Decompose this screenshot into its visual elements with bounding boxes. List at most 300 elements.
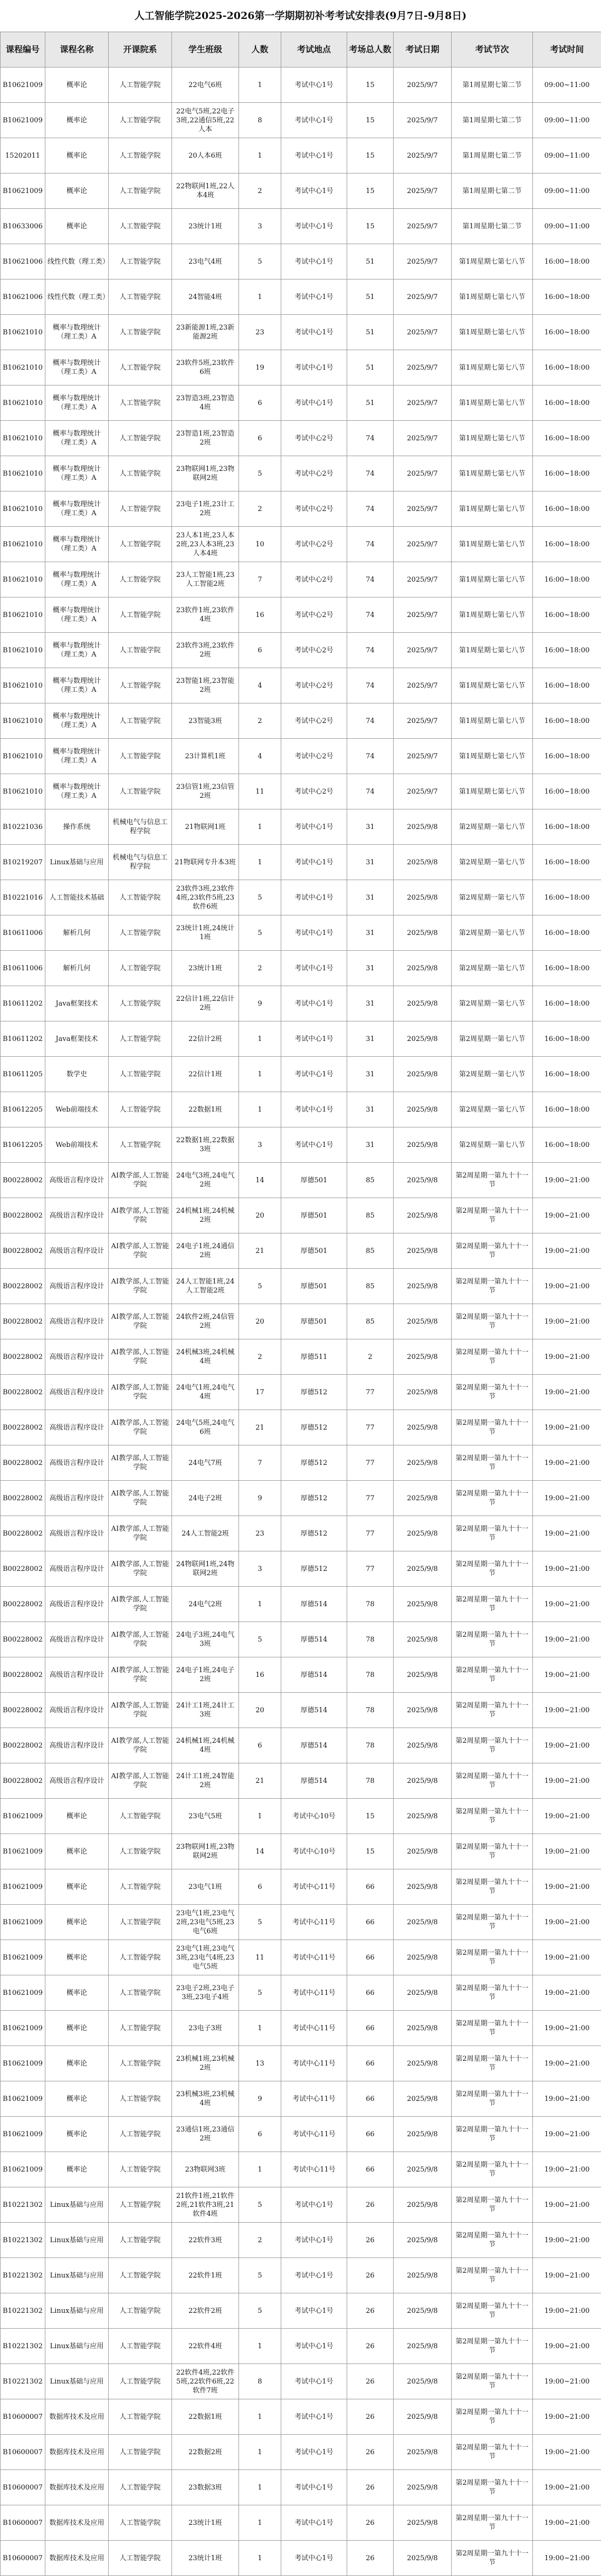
cell-department: 人工智能学院	[109, 739, 172, 774]
cell-room-total: 74	[347, 527, 394, 562]
cell-room-total: 66	[347, 2117, 394, 2152]
cell-room-total: 74	[347, 562, 394, 597]
cell-student-class: 21软件1班,21软件2班,21软件3班,21软件4班	[172, 2187, 239, 2223]
cell-course-name: 概率论	[45, 138, 109, 173]
cell-count: 13	[239, 2046, 281, 2081]
cell-count: 2	[239, 951, 281, 986]
cell-course-name: 高级语言程序设计	[45, 1516, 109, 1551]
cell-exam-time: 19:00~21:00	[533, 2117, 601, 2152]
cell-count: 4	[239, 739, 281, 774]
cell-department: AI教学部,人工智能学院	[109, 1587, 172, 1622]
cell-student-class: 24人工智能1班,24人工智能2班	[172, 1269, 239, 1304]
cell-location: 厚德501	[281, 1233, 347, 1269]
cell-course-code: B10621009	[1, 1975, 45, 2011]
cell-exam-time: 16:00~18:00	[533, 703, 601, 739]
cell-department: 人工智能学院	[109, 2329, 172, 2364]
cell-course-name: Web前端技术	[45, 1092, 109, 1127]
cell-course-name: 高级语言程序设计	[45, 1198, 109, 1233]
cell-count: 4	[239, 668, 281, 703]
cell-course-code: B10219207	[1, 845, 45, 880]
cell-location: 考试中心1号	[281, 2505, 347, 2541]
cell-course-code: 15202011	[1, 138, 45, 173]
cell-exam-date: 2025/9/8	[394, 1304, 452, 1339]
cell-exam-session: 第2周星期一第九十十一节	[452, 2470, 533, 2505]
col-header-exam-date: 考试日期	[394, 32, 452, 67]
cell-count: 1	[239, 809, 281, 845]
cell-student-class: 24电气5班,24电气6班	[172, 1410, 239, 1445]
table-row	[1, 2329, 601, 2364]
cell-exam-time: 19:00~21:00	[533, 1799, 601, 1834]
cell-count: 8	[239, 2364, 281, 2399]
cell-room-total: 66	[347, 1905, 394, 1940]
cell-student-class: 24物联网1班,24物联网2班	[172, 1551, 239, 1587]
table-row	[1, 1905, 601, 1940]
cell-room-total: 85	[347, 1163, 394, 1198]
cell-room-total: 66	[347, 1869, 394, 1905]
cell-course-code: B10621010	[1, 739, 45, 774]
cell-exam-time: 16:00~18:00	[533, 244, 601, 279]
cell-exam-session: 第1周星期七第七八节	[452, 350, 533, 385]
cell-course-code: B10621009	[1, 103, 45, 138]
table-row	[1, 1622, 601, 1657]
cell-location: 考试中心11号	[281, 2117, 347, 2152]
cell-department: 人工智能学院	[109, 527, 172, 562]
cell-department: 人工智能学院	[109, 1834, 172, 1869]
cell-exam-date: 2025/9/7	[394, 103, 452, 138]
cell-location: 考试中心11号	[281, 1905, 347, 1940]
cell-exam-date: 2025/9/8	[394, 1834, 452, 1869]
cell-exam-time: 16:00~18:00	[533, 279, 601, 315]
cell-exam-time: 19:00~21:00	[533, 1269, 601, 1304]
cell-student-class: 22软件4班	[172, 2329, 239, 2364]
cell-course-code: B10612205	[1, 1127, 45, 1163]
cell-course-name: Java框架技术	[45, 1021, 109, 1057]
cell-student-class: 24电气1班,24电气4班	[172, 1375, 239, 1410]
cell-department: 人工智能学院	[109, 2046, 172, 2081]
cell-room-total: 51	[347, 279, 394, 315]
cell-room-total: 66	[347, 1940, 394, 1975]
cell-course-code: B10221302	[1, 2293, 45, 2329]
cell-department: AI教学部,人工智能学院	[109, 1657, 172, 1693]
cell-course-code: B10621010	[1, 597, 45, 633]
cell-location: 考试中心2号	[281, 703, 347, 739]
cell-room-total: 85	[347, 1269, 394, 1304]
cell-location: 考试中心1号	[281, 2364, 347, 2399]
cell-student-class: 22数据2班	[172, 2435, 239, 2470]
table-row	[1, 2293, 601, 2329]
cell-location: 考试中心1号	[281, 279, 347, 315]
cell-department: 人工智能学院	[109, 2541, 172, 2576]
cell-count: 1	[239, 2435, 281, 2470]
cell-room-total: 74	[347, 421, 394, 456]
cell-location: 厚德514	[281, 1657, 347, 1693]
cell-location: 考试中心2号	[281, 456, 347, 491]
table-row	[1, 1198, 601, 1233]
table-row	[1, 915, 601, 951]
cell-count: 1	[239, 1799, 281, 1834]
cell-course-code: B10621009	[1, 2011, 45, 2046]
cell-location: 考试中心2号	[281, 633, 347, 668]
cell-room-total: 26	[347, 2435, 394, 2470]
cell-room-total: 78	[347, 1622, 394, 1657]
cell-exam-session: 第1周星期七第七八节	[452, 668, 533, 703]
cell-course-name: 概率论	[45, 2011, 109, 2046]
cell-room-total: 26	[347, 2399, 394, 2435]
cell-exam-session: 第2周星期一第九十十一节	[452, 2011, 533, 2046]
cell-exam-date: 2025/9/7	[394, 456, 452, 491]
table-row	[1, 1728, 601, 1763]
cell-student-class: 22软件1班	[172, 2258, 239, 2293]
cell-exam-time: 16:00~18:00	[533, 385, 601, 421]
cell-count: 11	[239, 774, 281, 809]
table-row	[1, 1445, 601, 1481]
cell-exam-time: 19:00~21:00	[533, 1834, 601, 1869]
cell-department: 人工智能学院	[109, 633, 172, 668]
cell-course-name: 解析几何	[45, 915, 109, 951]
cell-exam-session: 第2周星期一第九十十一节	[452, 1233, 533, 1269]
cell-course-code: B10621009	[1, 1869, 45, 1905]
table-row	[1, 1693, 601, 1728]
cell-exam-date: 2025/9/7	[394, 67, 452, 103]
col-header-room-total: 考场总人数	[347, 32, 394, 67]
cell-department: 人工智能学院	[109, 138, 172, 173]
cell-exam-date: 2025/9/7	[394, 315, 452, 350]
cell-course-name: 高级语言程序设计	[45, 1339, 109, 1375]
cell-student-class: 22数据1班	[172, 2399, 239, 2435]
cell-exam-session: 第1周星期七第二节	[452, 173, 533, 209]
cell-room-total: 74	[347, 633, 394, 668]
cell-location: 考试中心1号	[281, 385, 347, 421]
cell-course-code: B00228002	[1, 1375, 45, 1410]
cell-room-total: 51	[347, 315, 394, 350]
cell-exam-session: 第2周星期一第九十十一节	[452, 2364, 533, 2399]
cell-student-class: 24电子1班,24通信2班	[172, 1233, 239, 1269]
cell-course-code: B10621010	[1, 315, 45, 350]
cell-student-class: 24电气2班	[172, 1587, 239, 1622]
cell-count: 1	[239, 845, 281, 880]
cell-location: 考试中心1号	[281, 103, 347, 138]
cell-exam-date: 2025/9/7	[394, 209, 452, 244]
cell-department: 人工智能学院	[109, 385, 172, 421]
cell-count: 6	[239, 1869, 281, 1905]
cell-department: 人工智能学院	[109, 67, 172, 103]
cell-course-code: B10621010	[1, 633, 45, 668]
cell-course-code: B10621009	[1, 67, 45, 103]
cell-course-name: 概率论	[45, 2046, 109, 2081]
cell-exam-date: 2025/9/8	[394, 1693, 452, 1728]
cell-exam-time: 16:00~18:00	[533, 668, 601, 703]
cell-location: 厚德501	[281, 1269, 347, 1304]
cell-exam-session: 第1周星期七第七八节	[452, 491, 533, 527]
cell-count: 5	[239, 1269, 281, 1304]
cell-course-code: B10621006	[1, 279, 45, 315]
cell-location: 考试中心1号	[281, 2470, 347, 2505]
cell-course-code: B10221302	[1, 2329, 45, 2364]
cell-location: 厚德501	[281, 1163, 347, 1198]
cell-student-class: 24智能4班	[172, 279, 239, 315]
cell-location: 考试中心1号	[281, 951, 347, 986]
cell-count: 21	[239, 1410, 281, 1445]
cell-count: 1	[239, 2152, 281, 2187]
cell-location: 考试中心10号	[281, 1799, 347, 1834]
cell-course-code: B10611205	[1, 1057, 45, 1092]
cell-student-class: 22电气5班,22电子3班,22通信5班,22人本	[172, 103, 239, 138]
cell-course-name: 概率与数理统计（理工类）A	[45, 315, 109, 350]
col-header-department: 开课院系	[109, 32, 172, 67]
col-header-student-class: 学生班级	[172, 32, 239, 67]
cell-location: 考试中心1号	[281, 244, 347, 279]
cell-exam-date: 2025/9/8	[394, 1869, 452, 1905]
cell-exam-time: 19:00~21:00	[533, 1198, 601, 1233]
table-row	[1, 1587, 601, 1622]
cell-location: 考试中心1号	[281, 2293, 347, 2329]
cell-department: 人工智能学院	[109, 103, 172, 138]
cell-location: 考试中心1号	[281, 915, 347, 951]
cell-exam-time: 16:00~18:00	[533, 597, 601, 633]
cell-student-class: 22数据1班	[172, 1092, 239, 1127]
cell-department: 人工智能学院	[109, 244, 172, 279]
cell-room-total: 15	[347, 1834, 394, 1869]
cell-exam-time: 19:00~21:00	[533, 2223, 601, 2258]
cell-course-name: 人工智能技术基础	[45, 880, 109, 915]
cell-course-name: 概率论	[45, 1799, 109, 1834]
cell-count: 7	[239, 1445, 281, 1481]
cell-location: 厚德514	[281, 1763, 347, 1799]
table-row	[1, 845, 601, 880]
cell-department: AI教学部,人工智能学院	[109, 1728, 172, 1763]
cell-department: 人工智能学院	[109, 2187, 172, 2223]
cell-room-total: 26	[347, 2293, 394, 2329]
cell-student-class: 23新能源1班,23新能源2班	[172, 315, 239, 350]
cell-course-code: B10621010	[1, 385, 45, 421]
cell-student-class: 23统计1班	[172, 209, 239, 244]
cell-room-total: 85	[347, 1304, 394, 1339]
table-row	[1, 2470, 601, 2505]
cell-location: 考试中心1号	[281, 2541, 347, 2576]
cell-exam-time: 19:00~21:00	[533, 1410, 601, 1445]
cell-student-class: 22软件2班	[172, 2293, 239, 2329]
cell-count: 6	[239, 2117, 281, 2152]
col-header-count: 人数	[239, 32, 281, 67]
cell-exam-time: 09:00~11:00	[533, 209, 601, 244]
table-row	[1, 809, 601, 845]
cell-exam-session: 第2周星期一第九十十一节	[452, 2152, 533, 2187]
cell-exam-session: 第1周星期七第七八节	[452, 421, 533, 456]
cell-course-code: B00228002	[1, 1622, 45, 1657]
cell-student-class: 24电子3班,24电气3班	[172, 1622, 239, 1657]
cell-location: 考试中心1号	[281, 845, 347, 880]
cell-room-total: 77	[347, 1375, 394, 1410]
cell-room-total: 31	[347, 880, 394, 915]
cell-room-total: 31	[347, 1057, 394, 1092]
cell-exam-date: 2025/9/8	[394, 1657, 452, 1693]
cell-course-name: 概率与数理统计（理工类）A	[45, 527, 109, 562]
cell-course-name: Java框架技术	[45, 986, 109, 1021]
cell-location: 厚德512	[281, 1410, 347, 1445]
cell-exam-session: 第2周星期一第九十十一节	[452, 1445, 533, 1481]
cell-location: 考试中心11号	[281, 1869, 347, 1905]
cell-exam-session: 第2周星期一第九十十一节	[452, 1905, 533, 1940]
cell-exam-date: 2025/9/7	[394, 138, 452, 173]
cell-department: 人工智能学院	[109, 456, 172, 491]
cell-exam-session: 第2周星期一第九十十一节	[452, 1940, 533, 1975]
cell-course-name: 概率与数理统计（理工类）A	[45, 703, 109, 739]
cell-exam-time: 16:00~18:00	[533, 1092, 601, 1127]
cell-exam-session: 第2周星期一第九十十一节	[452, 1622, 533, 1657]
cell-room-total: 31	[347, 915, 394, 951]
cell-course-name: 概率论	[45, 1869, 109, 1905]
cell-course-code: B10621006	[1, 244, 45, 279]
cell-student-class: 24电子1班,24电子2班	[172, 1657, 239, 1693]
table-row	[1, 315, 601, 350]
table-row	[1, 209, 601, 244]
cell-room-total: 31	[347, 845, 394, 880]
cell-location: 厚德512	[281, 1551, 347, 1587]
cell-exam-time: 19:00~21:00	[533, 2011, 601, 2046]
cell-location: 考试中心2号	[281, 668, 347, 703]
cell-department: AI教学部,人工智能学院	[109, 1763, 172, 1799]
cell-course-code: B10621010	[1, 421, 45, 456]
cell-room-total: 26	[347, 2258, 394, 2293]
table-row	[1, 67, 601, 103]
cell-course-name: 概率论	[45, 1834, 109, 1869]
table-row	[1, 1233, 601, 1269]
cell-course-name: Web前端技术	[45, 1127, 109, 1163]
cell-department: 人工智能学院	[109, 2364, 172, 2399]
cell-location: 考试中心1号	[281, 2329, 347, 2364]
cell-location: 考试中心2号	[281, 527, 347, 562]
cell-room-total: 26	[347, 2541, 394, 2576]
cell-count: 2	[239, 703, 281, 739]
cell-student-class: 23机械3班,23机械4班	[172, 2081, 239, 2117]
cell-exam-session: 第2周星期一第九十十一节	[452, 2505, 533, 2541]
cell-course-code: B10221016	[1, 880, 45, 915]
cell-exam-date: 2025/9/8	[394, 1516, 452, 1551]
cell-location: 厚德501	[281, 1198, 347, 1233]
cell-count: 1	[239, 1057, 281, 1092]
cell-location: 考试中心11号	[281, 1940, 347, 1975]
table-row	[1, 668, 601, 703]
cell-count: 1	[239, 2541, 281, 2576]
cell-exam-session: 第2周星期一第七八节	[452, 1127, 533, 1163]
cell-course-code: B00228002	[1, 1339, 45, 1375]
cell-exam-time: 19:00~21:00	[533, 1905, 601, 1940]
cell-exam-session: 第1周星期七第七八节	[452, 597, 533, 633]
cell-exam-time: 16:00~18:00	[533, 456, 601, 491]
cell-student-class: 24电子2班	[172, 1481, 239, 1516]
cell-course-code: B10600007	[1, 2399, 45, 2435]
cell-exam-time: 19:00~21:00	[533, 1975, 601, 2011]
table-row	[1, 385, 601, 421]
cell-count: 1	[239, 2505, 281, 2541]
cell-count: 1	[239, 1587, 281, 1622]
cell-exam-session: 第2周星期一第九十十一节	[452, 1375, 533, 1410]
cell-exam-time: 16:00~18:00	[533, 845, 601, 880]
cell-count: 21	[239, 1233, 281, 1269]
table-row	[1, 244, 601, 279]
cell-department: AI教学部,人工智能学院	[109, 1693, 172, 1728]
cell-count: 2	[239, 491, 281, 527]
cell-location: 考试中心1号	[281, 209, 347, 244]
cell-exam-session: 第2周星期一第九十十一节	[452, 1551, 533, 1587]
cell-count: 6	[239, 1728, 281, 1763]
cell-course-name: 解析几何	[45, 951, 109, 986]
cell-course-name: 高级语言程序设计	[45, 1304, 109, 1339]
cell-exam-time: 16:00~18:00	[533, 350, 601, 385]
table-header-row	[1, 32, 601, 67]
cell-course-code: B10600007	[1, 2505, 45, 2541]
cell-exam-session: 第2周星期一第九十十一节	[452, 1198, 533, 1233]
cell-course-name: 高级语言程序设计	[45, 1622, 109, 1657]
cell-student-class: 24计工1班,24计工3班	[172, 1693, 239, 1728]
cell-count: 2	[239, 173, 281, 209]
cell-course-code: B00228002	[1, 1410, 45, 1445]
cell-student-class: 23智能3班	[172, 703, 239, 739]
cell-exam-time: 16:00~18:00	[533, 491, 601, 527]
cell-department: 人工智能学院	[109, 491, 172, 527]
cell-department: 人工智能学院	[109, 880, 172, 915]
cell-count: 16	[239, 1657, 281, 1693]
cell-room-total: 31	[347, 809, 394, 845]
cell-course-name: Linux基础与应用	[45, 2329, 109, 2364]
cell-course-code: B10621009	[1, 1799, 45, 1834]
cell-exam-session: 第2周星期一第九十十一节	[452, 2046, 533, 2081]
cell-exam-date: 2025/9/7	[394, 774, 452, 809]
cell-exam-session: 第1周星期七第七八节	[452, 774, 533, 809]
cell-location: 考试中心2号	[281, 421, 347, 456]
cell-exam-session: 第2周星期一第七八节	[452, 1057, 533, 1092]
cell-room-total: 31	[347, 1127, 394, 1163]
cell-room-total: 77	[347, 1410, 394, 1445]
cell-count: 10	[239, 527, 281, 562]
cell-student-class: 23统计1班	[172, 2541, 239, 2576]
cell-exam-session: 第1周星期七第七八节	[452, 527, 533, 562]
cell-exam-session: 第2周星期一第九十十一节	[452, 1587, 533, 1622]
cell-count: 21	[239, 1763, 281, 1799]
cell-count: 5	[239, 1975, 281, 2011]
cell-course-code: B00228002	[1, 1163, 45, 1198]
cell-course-name: 线性代数（理工类）	[45, 279, 109, 315]
cell-exam-time: 16:00~18:00	[533, 1057, 601, 1092]
cell-department: 人工智能学院	[109, 1869, 172, 1905]
cell-course-name: Linux基础与应用	[45, 845, 109, 880]
cell-student-class: 24机械3班,24机械4班	[172, 1339, 239, 1375]
table-row	[1, 1763, 601, 1799]
cell-exam-date: 2025/9/7	[394, 668, 452, 703]
cell-course-name: 高级语言程序设计	[45, 1481, 109, 1516]
cell-student-class: 20人本6班	[172, 138, 239, 173]
cell-course-code: B10621010	[1, 456, 45, 491]
table-row	[1, 1834, 601, 1869]
cell-department: 人工智能学院	[109, 350, 172, 385]
cell-course-name: 概率与数理统计（理工类）A	[45, 491, 109, 527]
cell-course-name: 数据库技术及应用	[45, 2505, 109, 2541]
cell-course-name: 高级语言程序设计	[45, 1728, 109, 1763]
table-row	[1, 1481, 601, 1516]
cell-course-name: 概率论	[45, 173, 109, 209]
cell-count: 1	[239, 1092, 281, 1127]
cell-department: 人工智能学院	[109, 703, 172, 739]
cell-room-total: 26	[347, 2470, 394, 2505]
cell-count: 5	[239, 2187, 281, 2223]
cell-exam-time: 19:00~21:00	[533, 1728, 601, 1763]
cell-student-class: 24电气3班,24电气2班	[172, 1163, 239, 1198]
cell-department: 人工智能学院	[109, 1057, 172, 1092]
cell-course-code: B10612205	[1, 1092, 45, 1127]
cell-exam-date: 2025/9/8	[394, 2223, 452, 2258]
cell-count: 1	[239, 2329, 281, 2364]
cell-course-code: B10621009	[1, 1834, 45, 1869]
